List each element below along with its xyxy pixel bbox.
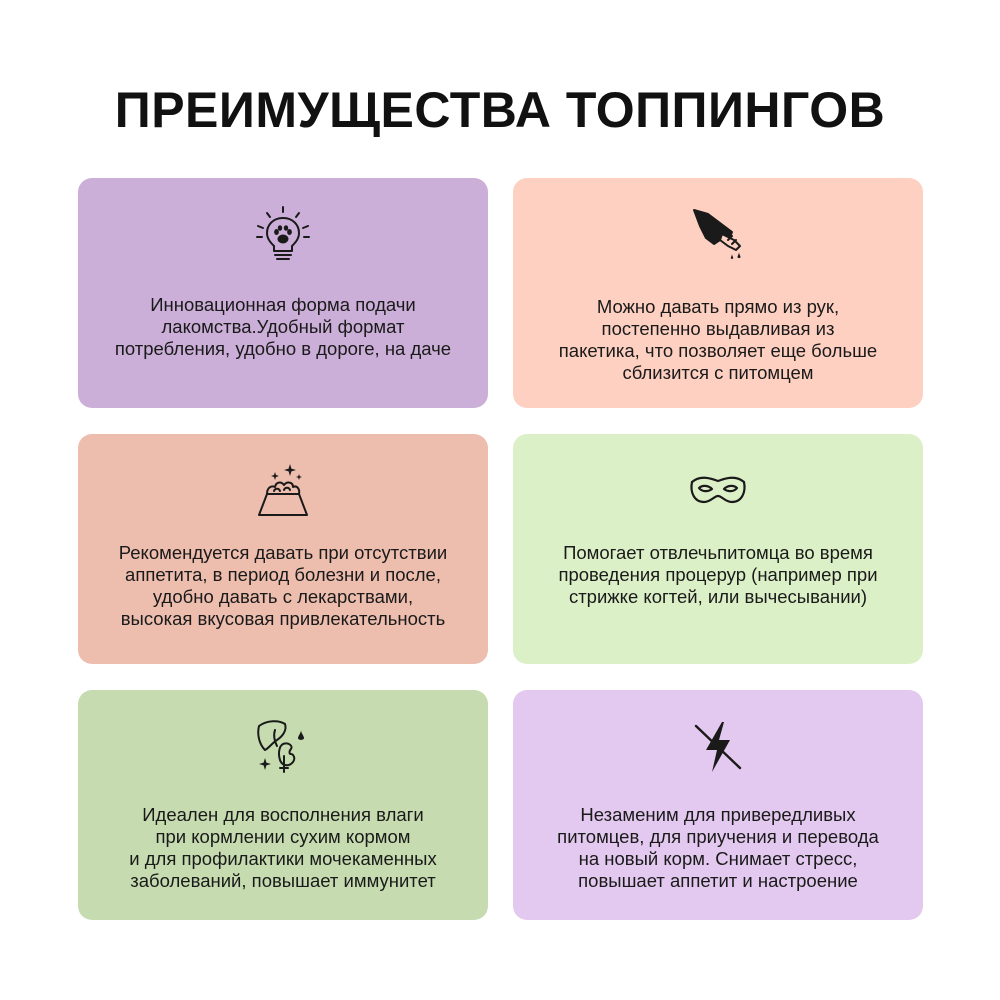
text-line: постепенно выдавливая из [601,318,835,339]
benefit-text [531,804,905,892]
text-line: удобно давать с лекарствами, [152,586,414,607]
benefit-text [531,542,905,608]
text-line: стрижке когтей, или вычесывании) [568,586,868,607]
text-line: заболеваний, повышает иммунитет [130,870,436,891]
lightbulb-paw-icon [253,204,313,264]
food-bowl-sparkle-icon [253,460,313,520]
text-line: Незаменим для привередливых [580,804,856,825]
text-line: питомцев, для приучения и перевода [557,826,879,847]
liver-kidney-drop-icon [253,716,313,776]
text-line: лакомства.Удобный формат [161,316,405,337]
benefit-text [96,804,470,892]
benefit-card-picky-eaters [513,690,923,920]
benefit-text [96,542,470,630]
benefit-card-appetite [78,434,488,664]
text-line: и для профилактики мочекаменных [129,848,437,869]
text-line: на новый корм. Снимает стресс, [578,848,858,869]
text-line: Можно давать прямо из рук, [596,296,840,317]
page-title: ПРЕИМУЩЕСТВА ТОППИНГОВ [114,82,886,138]
text-line: аппетита, в период болезни и после, [125,564,441,585]
no-lightning-icon [688,716,748,776]
benefit-card-distraction [513,434,923,664]
text-line: сблизится с питомцем [622,362,814,383]
text-line: Инновационная форма подачи [150,294,416,315]
benefit-card-convenient-format [78,178,488,408]
benefit-text [96,294,470,360]
text-line: Идеален для восполнения влаги [142,804,424,825]
text-line: Рекомендуется давать при отсутствии [118,542,448,563]
text-line: высокая вкусовая привлекательность [120,608,446,629]
text-line: потребления, удобно в дороге, на даче [114,338,452,359]
benefit-text [531,296,905,384]
text-line: пакетика, что позволяет еще больше [558,340,878,361]
eye-mask-icon [688,460,748,520]
text-line: Помогает отвлечьпитомца во время [563,542,873,563]
benefit-card-hydration [78,690,488,920]
text-line: повышает аппетит и настроение [578,870,858,891]
text-line: при кормлении сухим кормом [155,826,411,847]
benefit-card-hand-feeding [513,178,923,408]
text-line: проведения процерур (например при [558,564,878,585]
hand-squeeze-pouch-icon [688,204,748,264]
